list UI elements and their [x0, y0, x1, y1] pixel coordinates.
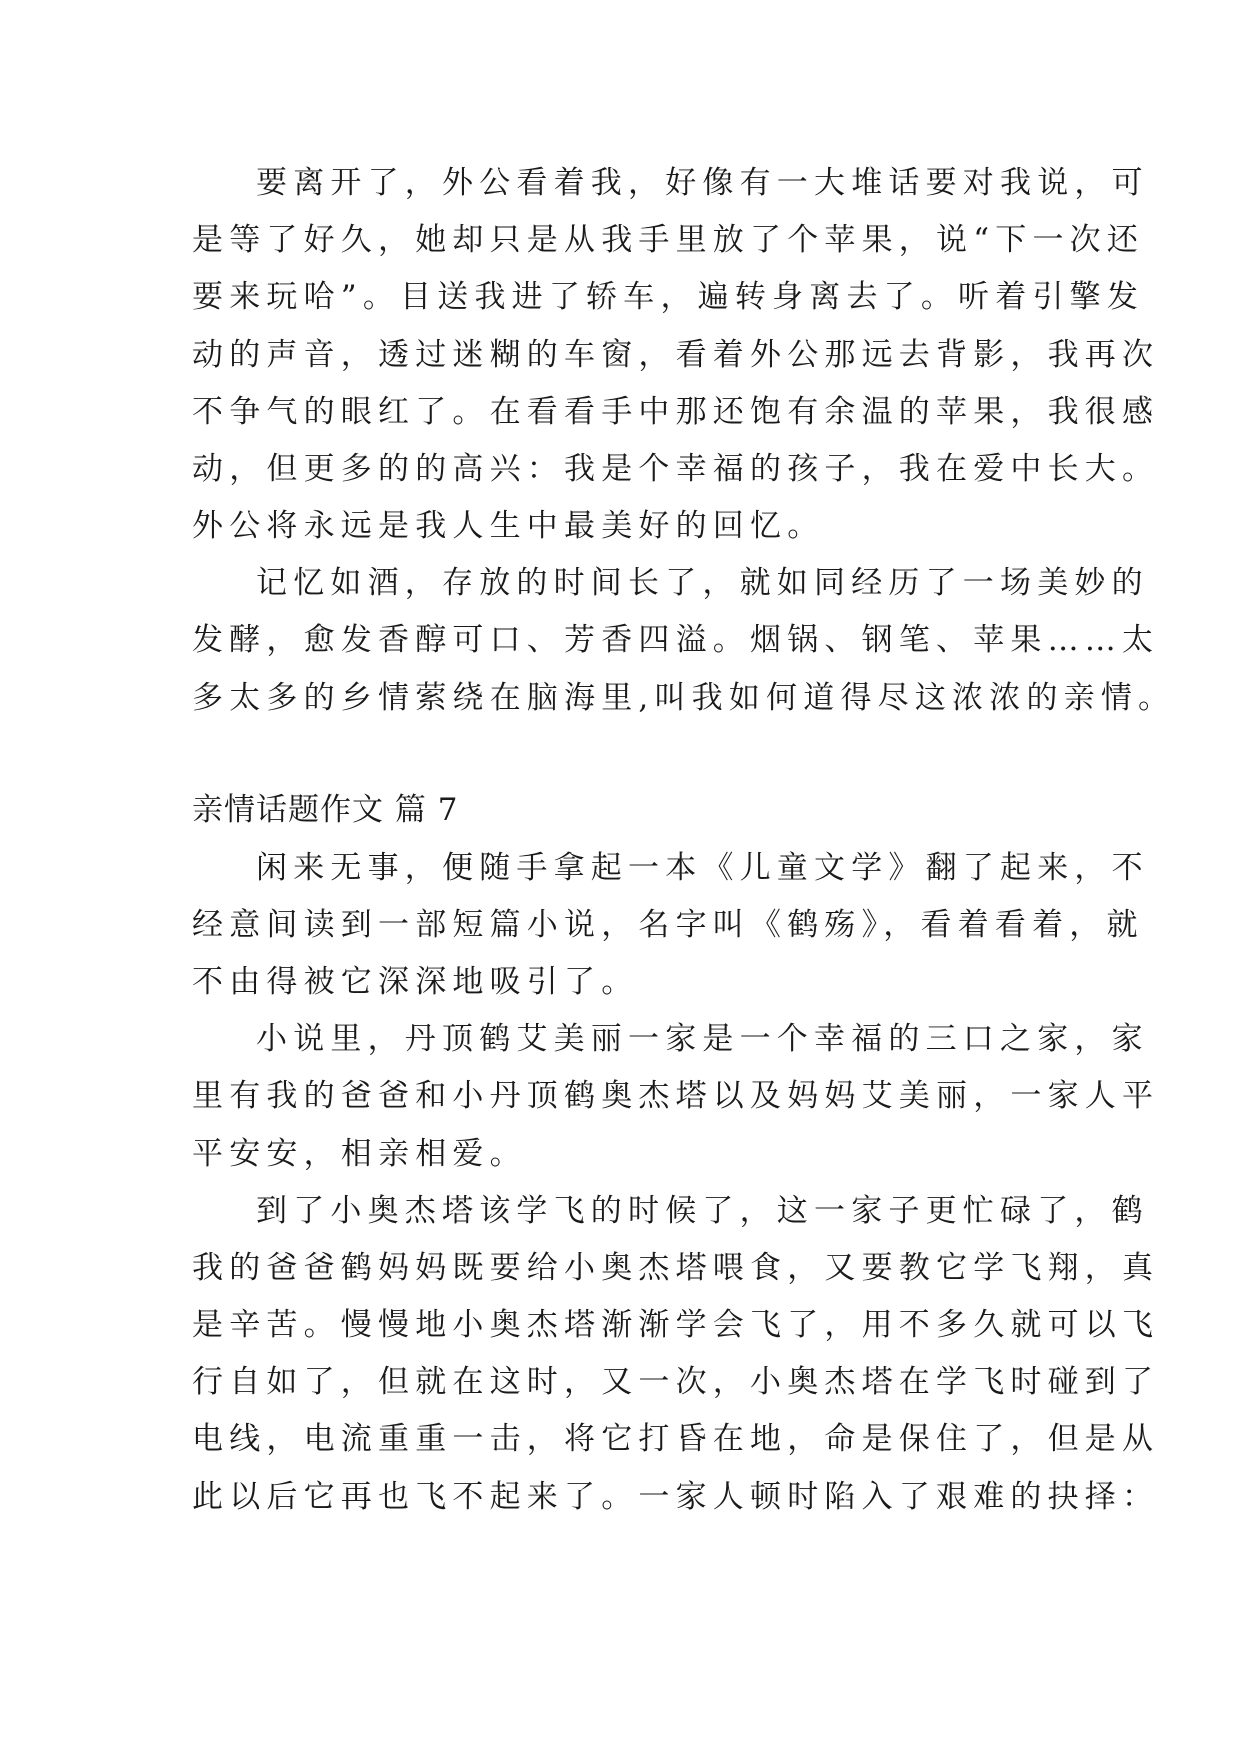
- text-line: 此以后它再也飞不起来了。一家人顿时陷入了艰难的抉择：: [192, 1479, 1160, 1515]
- section-heading: 亲情话题作文 篇 7: [192, 792, 459, 828]
- text-line: 发酵，愈发香醇可口、芳香四溢。烟锅、钢笔、苹果……太: [192, 622, 1160, 658]
- text-line: 不由得被它深深地吸引了。: [192, 964, 639, 1000]
- text-line: 要来玩哈”。目送我进了轿车，遍转身离去了。听着引擎发: [192, 279, 1145, 315]
- text-line: 行自如了，但就在这时，又一次，小奥杰塔在学飞时碰到了: [192, 1364, 1160, 1400]
- text-line: 到了小奥杰塔该学飞的时候了，这一家子更忙碌了，鹤: [256, 1193, 1149, 1229]
- text-line: 经意间读到一部短篇小说，名字叫《鹤殇》，看着看着，就: [192, 907, 1144, 943]
- text-line: 小说里，丹顶鹤艾美丽一家是一个幸福的三口之家，家: [256, 1021, 1149, 1057]
- text-line: 动的声音，透过迷糊的车窗，看着外公那远去背影，我再次: [192, 337, 1160, 373]
- text-line: 记忆如酒，存放的时间长了，就如同经历了一场美妙的: [256, 565, 1149, 601]
- text-line: 里有我的爸爸和小丹顶鹤奥杰塔以及妈妈艾美丽，一家人平: [192, 1078, 1160, 1114]
- text-line: 要离开了，外公看着我，好像有一大堆话要对我说，可: [256, 165, 1149, 201]
- text-line: 电线，电流重重一击，将它打昏在地，命是保住了，但是从: [192, 1421, 1160, 1457]
- text-line: 平安安，相亲相爱。: [192, 1136, 527, 1172]
- text-line: 不争气的眼红了。在看看手中那还饱有余温的苹果，我很感: [192, 394, 1160, 430]
- text-line: 闲来无事，便随手拿起一本《儿童文学》翻了起来，不: [256, 850, 1149, 886]
- text-line: 多太多的乡情萦绕在脑海里,叫我如何道得尽这浓浓的亲情。: [192, 680, 1176, 716]
- text-line: 是辛苦。慢慢地小奥杰塔渐渐学会飞了，用不多久就可以飞: [192, 1307, 1160, 1343]
- text-line: 外公将永远是我人生中最美好的回忆。: [192, 508, 825, 544]
- text-line: 我的爸爸鹤妈妈既要给小奥杰塔喂食，又要教它学飞翔，真: [192, 1250, 1160, 1286]
- text-line: 是等了好久，她却只是从我手里放了个苹果，说“下一次还: [192, 222, 1145, 258]
- text-line: 动，但更多的的高兴：我是个幸福的孩子，我在爱中长大。: [192, 451, 1160, 487]
